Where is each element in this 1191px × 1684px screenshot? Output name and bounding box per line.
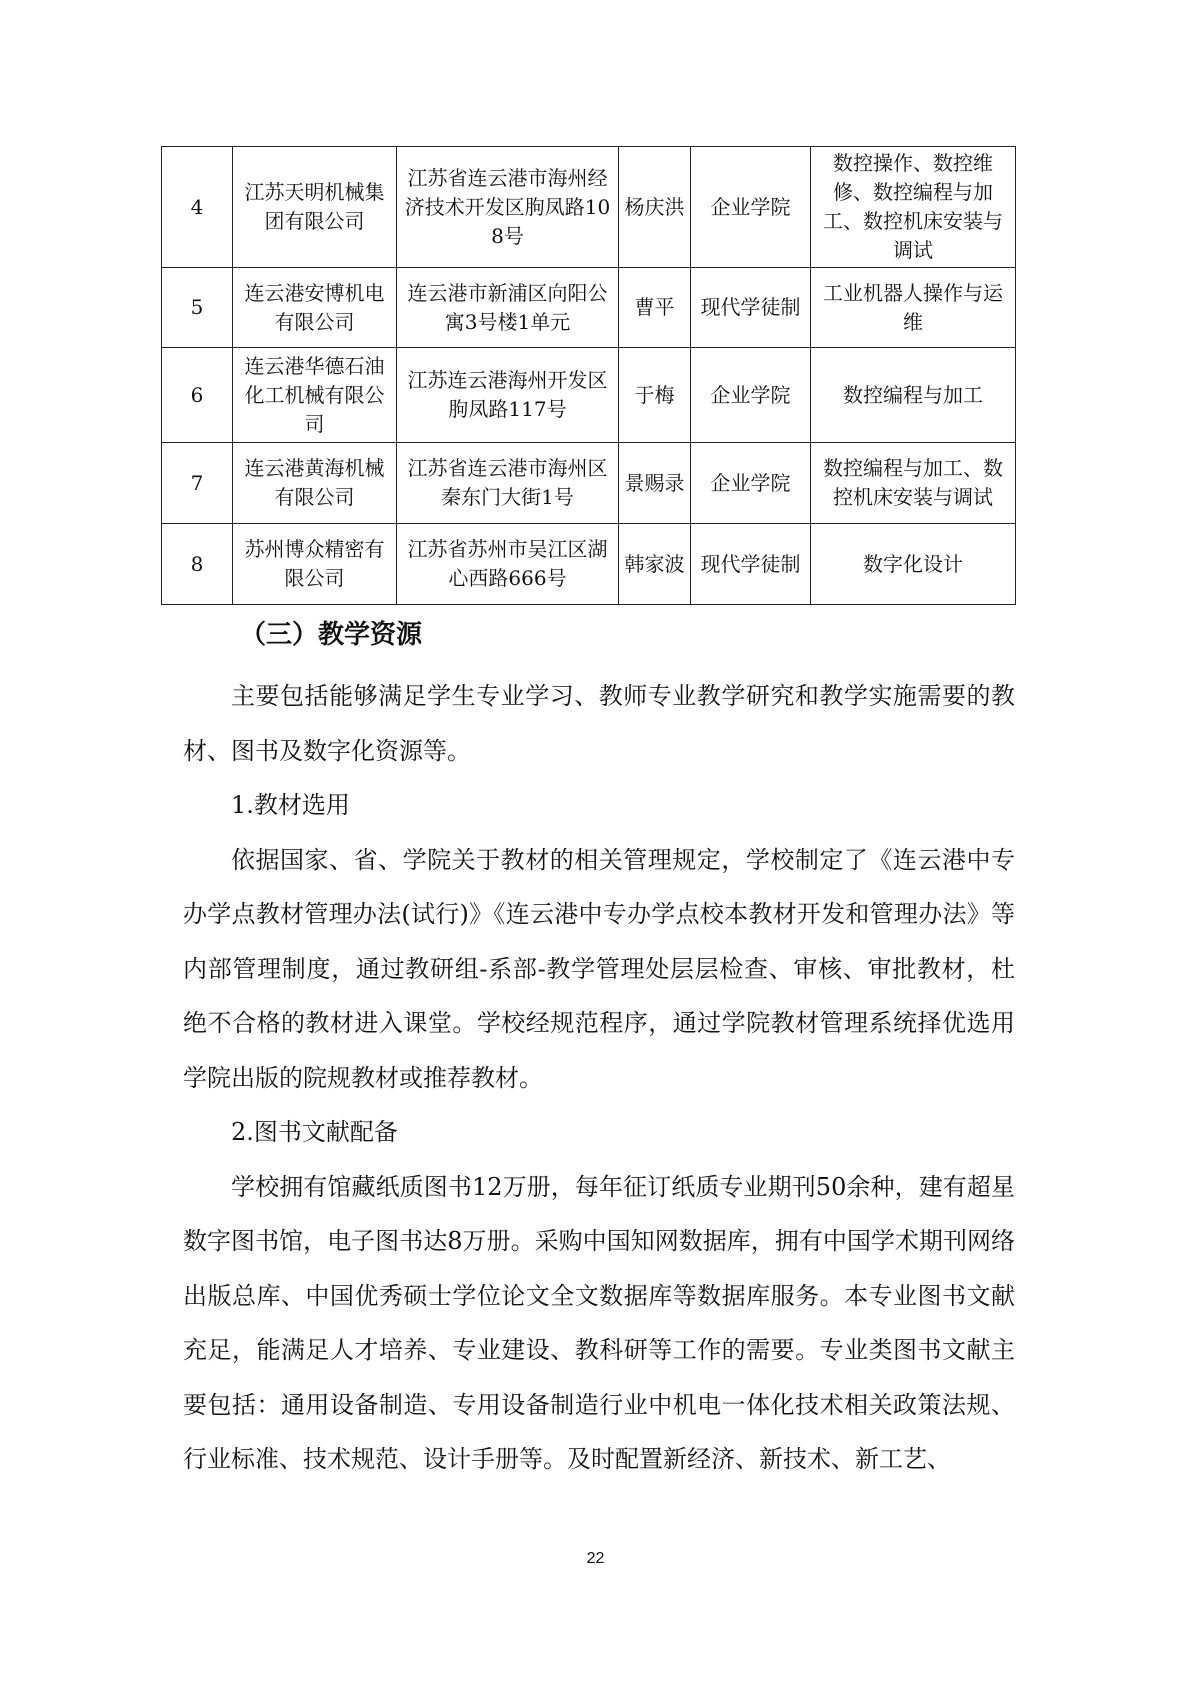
company-address: 江苏连云港海州开发区朐凤路117号 [397,348,619,443]
row-number: 7 [162,443,233,524]
contact-person: 杨庆洪 [619,147,691,268]
company-address: 江苏省连云港市海州经济技术开发区朐凤路108号 [397,147,619,268]
cooperation-mode: 企业学院 [691,348,811,443]
company-address: 连云港市新浦区向阳公寓3号楼1单元 [397,268,619,348]
cooperation-mode: 现代学徒制 [691,524,811,605]
subsection-title-library: 2.图书文献配备 [231,1118,398,1146]
contact-person: 韩家波 [619,524,691,605]
intro-paragraph: 主要包括能够满足学生专业学习、教师专业教学研究和教学实施需要的教材、图书及数字化资源等。 [183,682,1015,765]
section-heading: （三）教学资源 [240,620,423,650]
page-number: 22 [586,1550,605,1567]
contact-person: 曹平 [619,268,691,348]
cooperation-scope: 数控操作、数控维修、数控编程与加工、数控机床安装与调试 [811,147,1016,268]
cooperation-scope: 工业机器人操作与运维 [811,268,1016,348]
table-row [162,268,1016,348]
cooperation-mode: 企业学院 [691,147,811,268]
company-name: 连云港安博机电有限公司 [233,268,397,348]
company-address: 江苏省连云港市海州区秦东门大街1号 [397,443,619,524]
table-row [162,348,1016,443]
row-number: 5 [162,268,233,348]
subsection-title-textbooks: 1.教材选用 [231,791,350,819]
cooperation-scope: 数控编程与加工 [811,348,1016,443]
row-number: 6 [162,348,233,443]
cooperation-mode: 现代学徒制 [691,268,811,348]
library-paragraph: 学校拥有馆藏纸质图书12万册，每年征订纸质专业期刊50余种，建有超星数字图书馆，电子图书达8万册。采购中国知网数据库，拥有中国学术期刊网络出版总库、中国优秀硕士学位论文全文数据库等数据库服务。本专业图书文献充足，能满足人才培养、专业建设、教科研等工作的需要。专业类图书文献主要包括：通用设备制造、专用设备制造行业中机电一体化技术相关政策法规、行业标准、技术规范、设计手册等。及时配置新经济、新技术、新工艺、 [183,1172,1015,1473]
company-name: 苏州博众精密有限公司 [233,524,397,605]
table-row [162,147,1016,268]
enterprise-table [161,146,1016,605]
contact-person: 于梅 [619,348,691,443]
table-row [162,524,1016,605]
row-number: 8 [162,524,233,605]
company-name: 连云港黄海机械有限公司 [233,443,397,524]
contact-person: 景赐录 [619,443,691,524]
company-address: 江苏省苏州市吴江区湖心西路666号 [397,524,619,605]
table-row [162,443,1016,524]
cooperation-mode: 企业学院 [691,443,811,524]
cooperation-scope: 数控编程与加工、数控机床安装与调试 [811,443,1016,524]
partner-enterprise-table [161,146,1015,605]
company-name: 连云港华德石油化工机械有限公司 [233,348,397,443]
textbook-paragraph: 依据国家、省、学院关于教材的相关管理规定，学校制定了《连云港中专办学点教材管理办法(试行)》《连云港中专办学点校本教材开发和管理办法》等内部管理制度，通过教研组-系部-教学管理处层层检查、审核、审批教材，杜绝不合格的教材进入课堂。学校经规范程序，通过学院教材管理系统择优选用学院出版的院规教材或推荐教材。 [183,845,1015,1092]
row-number: 4 [162,147,233,268]
company-name: 江苏天明机械集团有限公司 [233,147,397,268]
cooperation-scope: 数字化设计 [811,524,1016,605]
section-body [183,669,1015,1487]
